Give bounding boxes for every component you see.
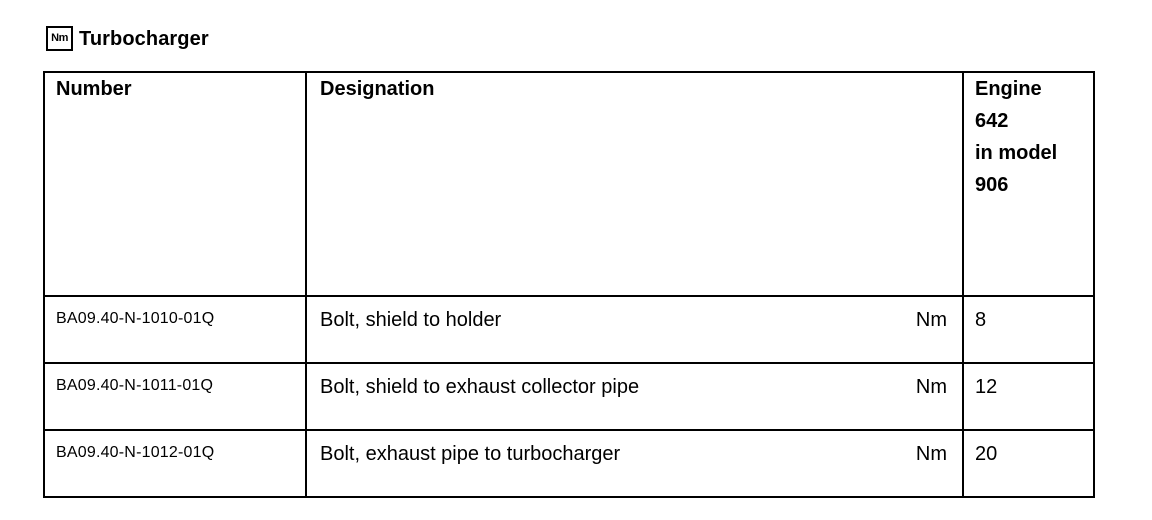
table-header-row	[44, 72, 1094, 296]
header-engine	[963, 72, 1094, 296]
row-designation-cell	[306, 363, 963, 430]
row-designation-cell	[306, 430, 963, 497]
row-value: 8	[963, 296, 1094, 363]
header-designation: Designation	[306, 72, 963, 296]
header-number: Number	[44, 72, 306, 296]
row-designation: Bolt, shield to holder	[320, 309, 502, 331]
row-value: 12	[963, 363, 1094, 430]
table-row	[44, 430, 1094, 497]
row-number: BA09.40-N-1012-01Q	[44, 430, 306, 497]
header-engine-line: 642	[975, 110, 1009, 132]
torque-spec-table	[43, 71, 1095, 498]
row-number: BA09.40-N-1011-01Q	[44, 363, 306, 430]
row-designation: Bolt, shield to exhaust collector pipe	[320, 376, 640, 398]
row-value: 20	[963, 430, 1094, 497]
row-designation-cell	[306, 296, 963, 363]
header-engine-line: in model	[975, 142, 1058, 164]
row-unit: Nm	[915, 376, 947, 398]
table-row	[44, 363, 1094, 430]
section-heading	[46, 24, 209, 54]
torque-nm-icon: Nm	[46, 26, 73, 51]
header-engine-line: Engine	[975, 78, 1042, 100]
section-title: Turbocharger	[79, 27, 209, 50]
row-designation: Bolt, exhaust pipe to turbocharger	[320, 443, 621, 465]
row-number: BA09.40-N-1010-01Q	[44, 296, 306, 363]
header-engine-line: 906	[975, 174, 1009, 196]
table-row	[44, 296, 1094, 363]
row-unit: Nm	[915, 443, 947, 465]
row-unit: Nm	[915, 309, 947, 331]
